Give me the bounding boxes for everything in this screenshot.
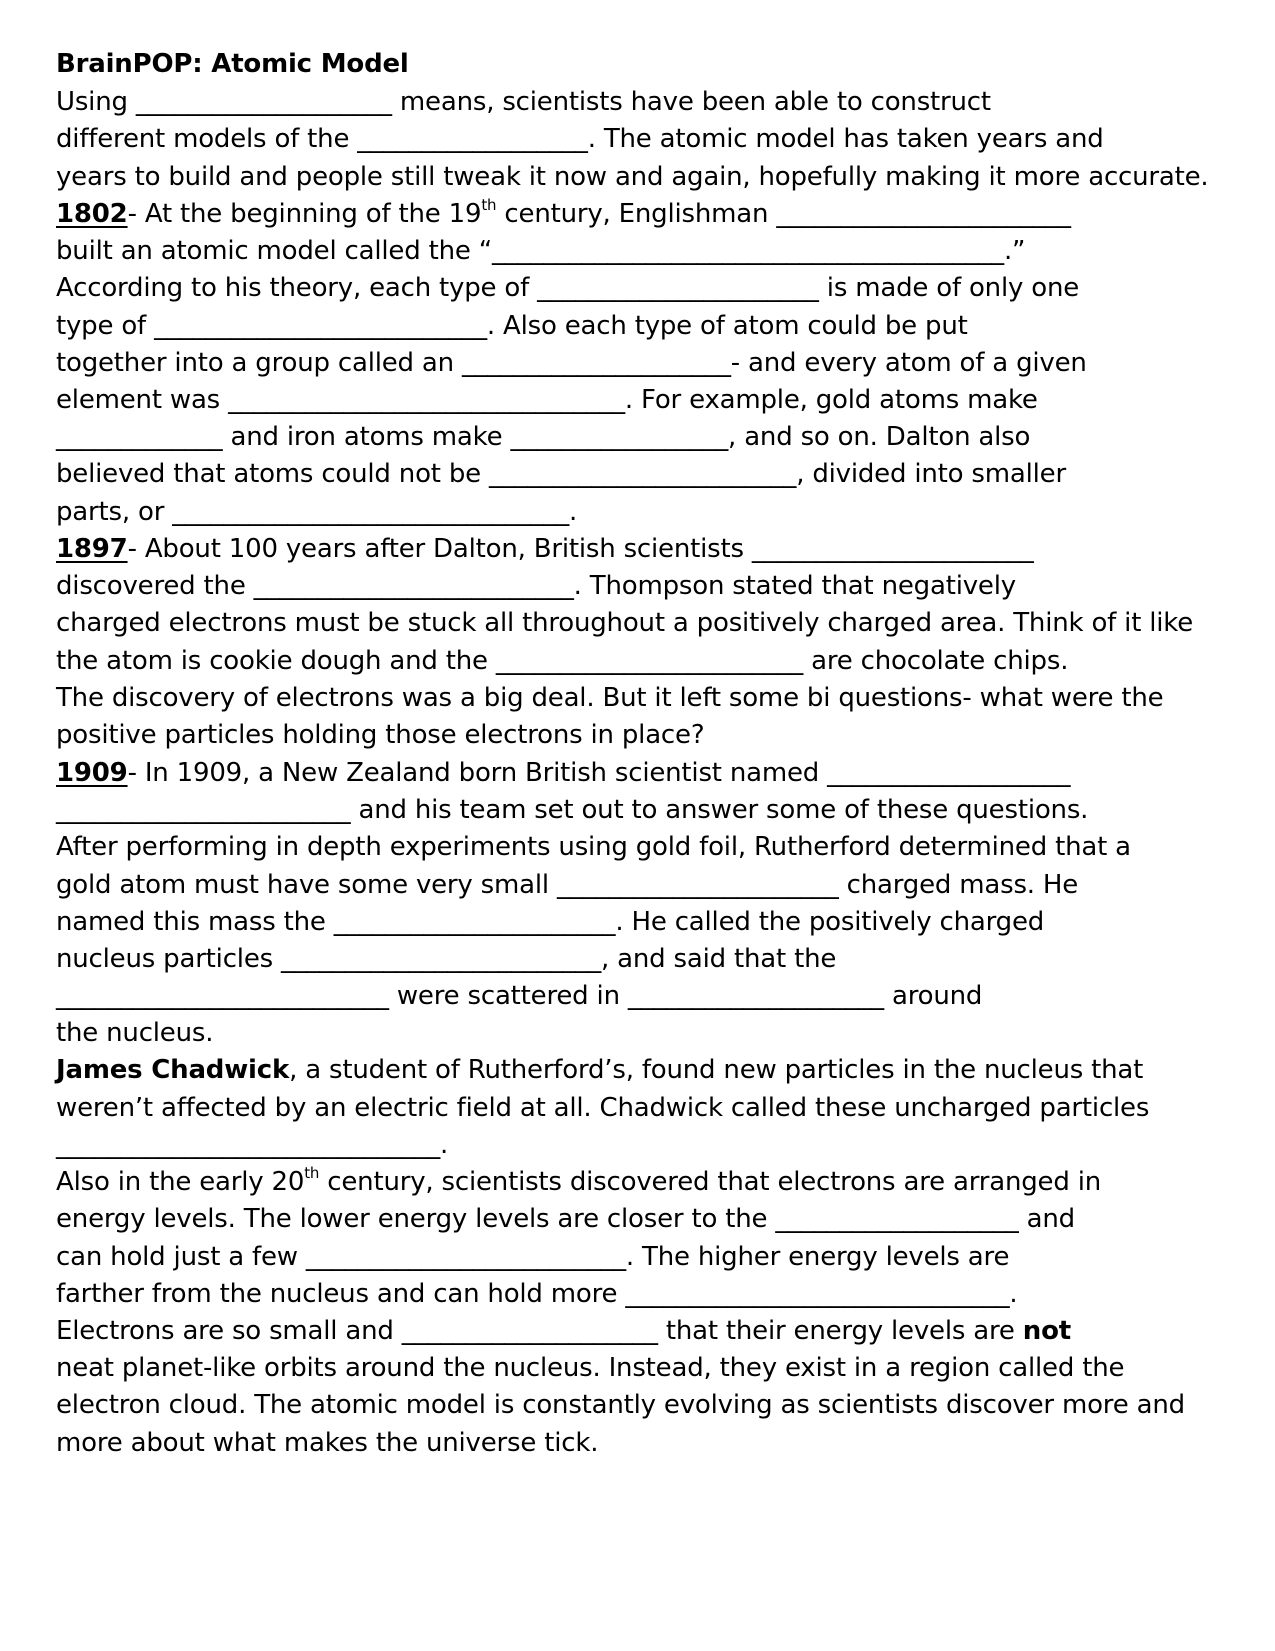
rutherford-line-8: the nucleus.: [56, 1018, 214, 1048]
dalton-sup: th: [481, 196, 497, 214]
levels-line-3: can hold just a few _________________________. The higher energy levels are: [56, 1242, 1010, 1272]
rutherford-line-7: __________________________ were scattered in ____________________ around: [56, 981, 983, 1011]
levels-line-1-text-b: century, scientists discovered that electrons are arranged in: [319, 1167, 1102, 1197]
levels-line-8: more about what makes the universe tick.: [56, 1428, 599, 1458]
levels-sup: th: [304, 1164, 320, 1182]
intro-line-3: years to build and people still tweak it now and again, hopefully making it more accurate.: [56, 162, 1209, 192]
thompson-line-1-text: - About 100 years after Dalton, British scientists ______________________: [127, 534, 1034, 564]
dalton-line-3: According to his theory, each type of ______________________ is made of only one: [56, 273, 1080, 303]
chadwick-line-2: weren’t affected by an electric field at all. Chadwick called these uncharged particles: [56, 1093, 1150, 1123]
year-1909: 1909: [56, 758, 128, 788]
levels-line-5-text: Electrons are so small and ____________________ that their energy levels are: [56, 1316, 1023, 1346]
dalton-line-4: type of __________________________. Also each type of atom could be put: [56, 311, 968, 341]
rutherford-line-2: _______________________ and his team set out to answer some of these questions.: [56, 795, 1089, 825]
intro-line-2: different models of the __________________. The atomic model has taken years and: [56, 124, 1104, 154]
dalton-line-1-text-a: - At the beginning of the 19: [127, 199, 482, 229]
chadwick-line-1-text: , a student of Rutherford’s, found new particles in the nucleus that: [289, 1055, 1144, 1085]
thompson-line-2: discovered the _________________________. Thompson stated that negatively: [56, 571, 1016, 601]
levels-line-7: electron cloud. The atomic model is constantly evolving as scientists discover more and: [56, 1390, 1185, 1420]
rutherford-line-1: [56, 754, 1070, 792]
chadwick-name: James Chadwick: [56, 1055, 290, 1085]
dalton-line-1: [56, 195, 1071, 233]
dalton-line-1-text-b: century, Englishman _______________________: [496, 199, 1071, 229]
thompson-line-6: positive particles holding those electrons in place?: [56, 720, 705, 750]
levels-line-2: energy levels. The lower energy levels are closer to the ___________________ and: [56, 1204, 1075, 1234]
dalton-line-8: believed that atoms could not be ________________________, divided into smaller: [56, 459, 1066, 489]
levels-line-6: neat planet-like orbits around the nucleus. Instead, they exist in a region called the: [56, 1353, 1125, 1383]
thompson-line-1: [56, 530, 1034, 568]
chadwick-line-1: [56, 1051, 1143, 1089]
dalton-line-6: element was _______________________________. For example, gold atoms make: [56, 385, 1038, 415]
thompson-line-3: charged electrons must be stuck all throughout a positively charged area. Think of it like: [56, 608, 1194, 638]
worksheet-title: BrainPOP: Atomic Model: [56, 49, 409, 79]
emphasis-not: not: [1022, 1316, 1071, 1346]
dalton-line-5: together into a group called an _____________________- and every atom of a given: [56, 348, 1087, 378]
dalton-line-2: built an atomic model called the “________________________________________.”: [56, 236, 1026, 266]
thompson-line-4: the atom is cookie dough and the ________________________ are chocolate chips.: [56, 646, 1069, 676]
rutherford-line-5: named this mass the ______________________. He called the positively charged: [56, 907, 1045, 937]
year-1802: 1802: [56, 199, 128, 229]
levels-line-5: [56, 1312, 1071, 1350]
dalton-line-9: parts, or _______________________________.: [56, 497, 578, 527]
dalton-line-7: _____________ and iron atoms make _________________, and so on. Dalton also: [56, 422, 1031, 452]
thompson-line-5: The discovery of electrons was a big deal. But it left some bi questions- what were the: [56, 683, 1164, 713]
rutherford-line-6: nucleus particles _________________________, and said that the: [56, 944, 837, 974]
rutherford-line-1-text: - In 1909, a New Zealand born British scientist named ___________________: [127, 758, 1071, 788]
levels-line-4: farther from the nucleus and can hold more ______________________________.: [56, 1279, 1018, 1309]
intro-line-1: Using ____________________ means, scientists have been able to construct: [56, 87, 991, 117]
year-1897: 1897: [56, 534, 128, 564]
chadwick-line-3: ______________________________.: [56, 1130, 449, 1160]
rutherford-line-3: After performing in depth experiments using gold foil, Rutherford determined that a: [56, 832, 1131, 862]
levels-line-1-text-a: Also in the early 20: [56, 1167, 305, 1197]
levels-line-1: [56, 1163, 1101, 1201]
rutherford-line-4: gold atom must have some very small ______________________ charged mass. He: [56, 870, 1079, 900]
